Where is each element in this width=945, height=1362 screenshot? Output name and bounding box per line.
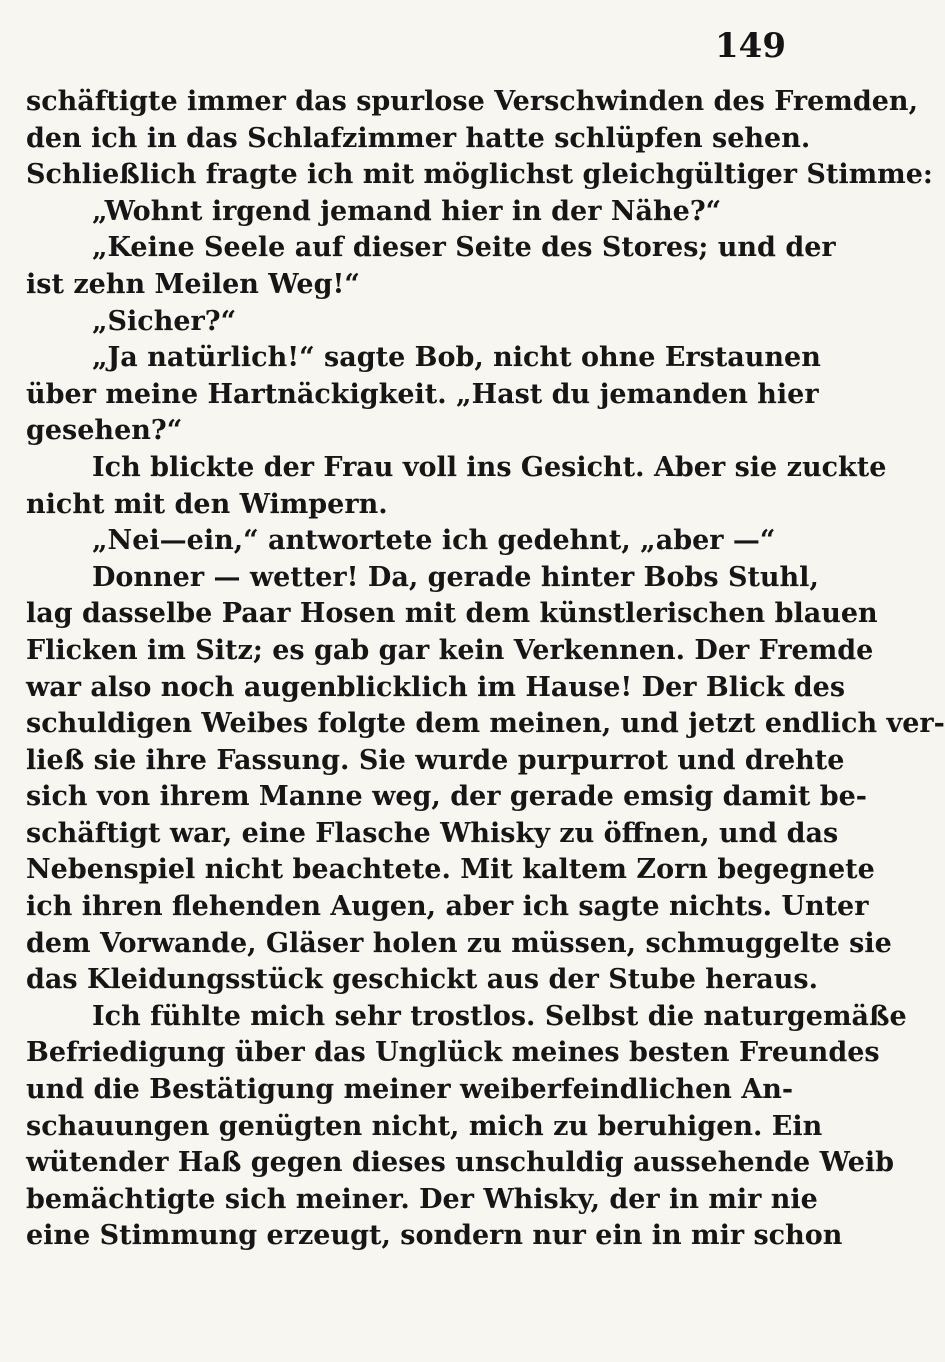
text-line: Donner — wetter! Da, gerade hinter Bobs Stuhl, — [92, 561, 819, 593]
text-line: schäftigte immer das spurlose Verschwinden des Fremden, — [26, 86, 918, 117]
text-line: ich ihren flehenden Augen, aber ich sagte nichts. Unter — [26, 891, 869, 923]
text-line: „Nei—ein,“ antwortete ich gedehnt, „aber —“ — [92, 525, 776, 557]
text-line: Ich fühlte mich sehr trostlos. Selbst die naturgemäße — [92, 1000, 907, 1032]
text-line: ließ sie ihre Fassung. Sie wurde purpurrot und drehte — [26, 744, 845, 776]
text-line: bemächtigte sich meiner. Der Whisky, der in mir nie — [26, 1183, 818, 1215]
text-line: „Ja natürlich!“ sagte Bob, nicht ohne Erstaunen — [92, 342, 821, 374]
text-line: nicht mit den Wimpern. — [26, 488, 388, 520]
text-line: eine Stimmung erzeugt, sondern nur ein in mir schon — [26, 1220, 843, 1252]
text-line: dem Vorwande, Gläser holen zu müssen, schmuggelte sie — [26, 927, 892, 959]
text-line: und die Bestätigung meiner weiberfeindlichen An- — [26, 1074, 794, 1106]
page-number: 149 — [715, 26, 786, 66]
text-line: wütender Haß gegen dieses unschuldig aussehende Weib — [26, 1147, 895, 1179]
text-line: Flicken im Sitz; es gab gar kein Verkennen. Der Fremde — [26, 634, 874, 666]
text-line: ist zehn Meilen Weg!“ — [26, 268, 360, 300]
text-line: den ich in das Schlafzimmer hatte schlüpfen sehen. — [26, 122, 811, 154]
text-line: sich von ihrem Manne weg, der gerade emsig damit be- — [26, 781, 867, 813]
text-line: „Sicher?“ — [92, 305, 237, 337]
text-line: das Kleidungsstück geschickt aus der Stube heraus. — [26, 964, 819, 996]
text-line: lag dasselbe Paar Hosen mit dem künstlerischen blauen — [26, 598, 878, 630]
text-line: war also noch augenblicklich im Hause! Der Blick des — [26, 671, 846, 703]
body-text — [26, 84, 945, 1344]
text-line: Ich blickte der Frau voll ins Gesicht. Aber sie zuckte — [92, 451, 887, 483]
text-line: Befriedigung über das Unglück meines besten Freundes — [26, 1037, 880, 1069]
text-line: „Wohnt irgend jemand hier in der Nähe?“ — [92, 195, 722, 227]
text-line: Nebenspiel nicht beachtete. Mit kaltem Zorn begegnete — [26, 854, 875, 886]
text-line: schauungen genügten nicht, mich zu beruhigen. Ein — [26, 1110, 823, 1142]
text-line: Schließlich fragte ich mit möglichst gleichgültiger Stimme: — [26, 159, 933, 191]
text-line: gesehen?“ — [26, 415, 183, 447]
text-line: über meine Hartnäckigkeit. „Hast du jemanden hier — [26, 378, 819, 410]
text-line: schuldigen Weibes folgte dem meinen, und jetzt endlich ver- — [26, 708, 945, 740]
text-line: schäftigt war, eine Flasche Whisky zu öffnen, und das — [26, 817, 839, 849]
text-line: „Keine Seele auf dieser Seite des Stores; und der — [92, 232, 836, 264]
